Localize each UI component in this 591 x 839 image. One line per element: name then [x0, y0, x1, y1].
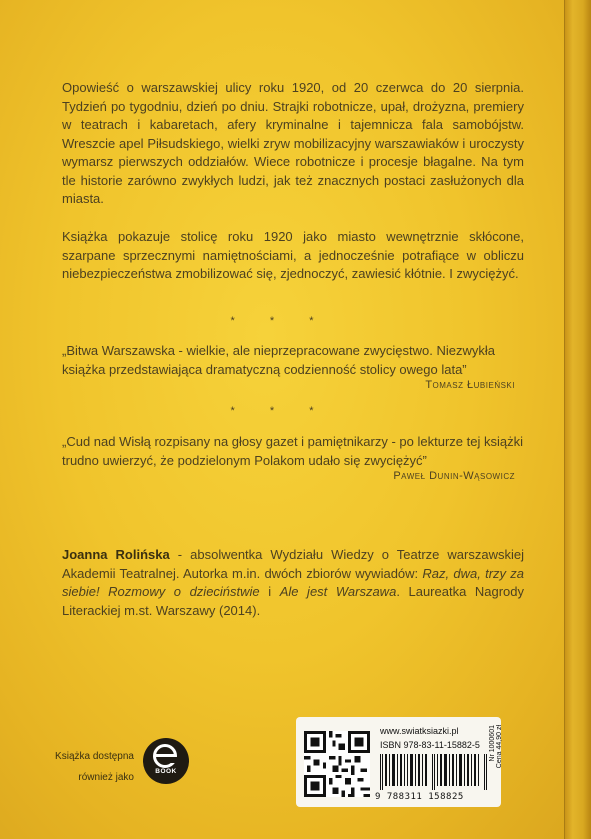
bio-text: . Laureatka Nagrody Literackiej m.st. Warszawy (2014).: [62, 584, 525, 618]
author-bio: [62, 546, 524, 620]
quote-author: [425, 379, 515, 391]
ebook-logo-label: BOOK: [155, 768, 177, 775]
author-name: Joanna Rolińska: [62, 547, 170, 562]
publisher-website: www.swiatksiazki.pl: [380, 726, 459, 736]
book-spine-edge: [564, 0, 591, 839]
qr-code-icon: [304, 731, 370, 797]
ebook-logo-icon: [143, 738, 189, 784]
ebook-text-line: również jako: [78, 772, 134, 783]
description-paragraph-2: Książka pokazuje stolicę roku 1920 jako miasto wewnętrznie skłócone, szarpane sprzecznymi namiętnościami, a jednocześnie potrafiące w obliczu niebezpieczeństwa zmobilizować się, zjednoczyć, zawiesić kłótnie. I zwyciężyć.: [62, 229, 524, 281]
bio-text: - absolwentka Wydziału Wiedzy o Teatrze warszawskiej Akademii Teatralnej. Autorka m.in. dwóch zbiorów wywiadów:: [62, 547, 524, 581]
quote-text: „Cud nad Wisłą rozpisany na głosy gazet i pamiętnikarzy - po lekturze tej książki trudno uwierzyć, że podzielonym Polakom udało się zwyciężyć”: [62, 434, 523, 468]
book-title: Ale jest Warszawa: [279, 584, 397, 599]
price-label: Cena 44,90 zł: [496, 725, 503, 769]
quote-author: [393, 470, 515, 482]
quote-text: „Bitwa Warszawska - wielkie, ale nieprzepracowane zwycięstwo. Niezwykła książka przedstawiająca dramatyczną codzienność stolicy owego lata”: [62, 343, 495, 377]
ean-digits: 9 788311 158825: [375, 792, 464, 802]
barcode-icon: [380, 754, 488, 790]
ebook-text-line: Książka dostępna: [55, 751, 134, 762]
quote-author-name: Tomasz Łubieński: [425, 379, 515, 391]
quote-author-name: Paweł Dunin-Wąsowicz: [393, 470, 515, 482]
description-paragraph-1: Opowieść o warszawskiej ulicy roku 1920, od 20 czerwca do 20 sierpnia. Tydzień po tygodniu, dzień po dniu. Strajki robotnicze, upał, drożyzna, premiery w teatrach i kabaretach, afery kryminalne i tajemnicza fala samobójstw. Wreszcie apel Piłsudskiego, wielki zryw mobilizacyjny warszawiaków i uroczysty wymarsz pierwszych oddziałów. Wiece robotnicze i procesje błagalne. Na tym tle historie zarówno zwykłych ludzi, jak też znacznych postaci zasłużonych dla miasta.: [62, 80, 524, 206]
ebook-availability-text: [52, 746, 134, 788]
isbn-number: ISBN 978-83-11-15882-5: [380, 740, 480, 750]
separator-stars: * * *: [230, 405, 330, 417]
catalog-number: Nr 1000601: [489, 725, 496, 762]
book-title: Raz, dwa, trzy za siebie! Rozmowy o dzieciństwie: [62, 565, 524, 599]
bio-text: i: [259, 584, 280, 599]
separator-stars: * * *: [230, 315, 330, 327]
barcode-sticker: [296, 717, 501, 807]
